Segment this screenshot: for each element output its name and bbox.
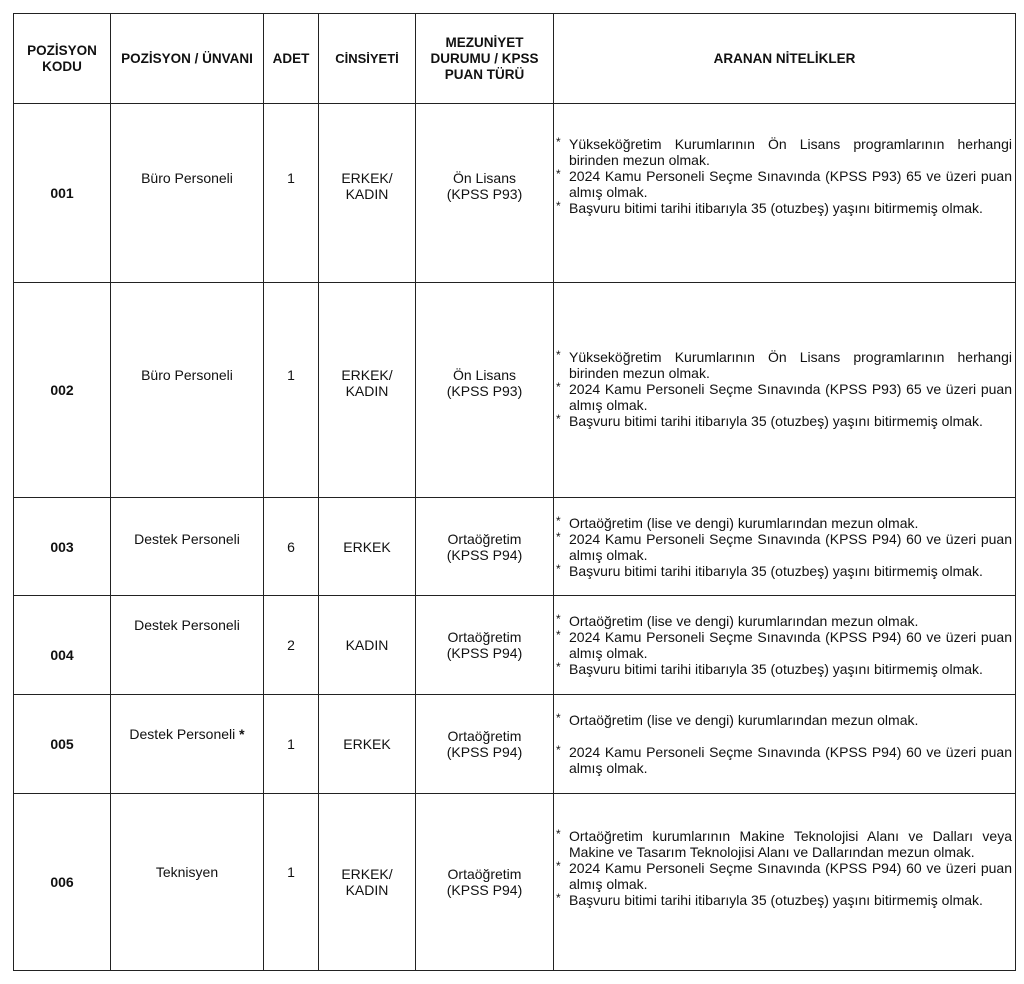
qualification-item xyxy=(556,563,1012,579)
qualification-item xyxy=(556,349,1012,381)
gender xyxy=(319,596,416,695)
gender-line-1: ERKEK/ xyxy=(341,366,393,383)
qualifications xyxy=(554,695,1016,794)
qualification-item xyxy=(556,892,1012,908)
education xyxy=(416,498,554,596)
bullet-star: * xyxy=(556,891,561,905)
education xyxy=(416,794,554,971)
qualification-text: 2024 Kamu Personeli Seçme Sınavında (KPSS P94) 60 ve üzeri puan almış olmak. xyxy=(569,530,1012,563)
qualification-text: Ortaöğretim kurumlarının Makine Teknolojisi Alanı ve Dalları veya Makine ve Tasarım Teknolojisi Alanı ve Dallarından mezun olmak. xyxy=(569,828,1012,860)
education-line-1: Ortaöğretim xyxy=(447,629,522,645)
header-qualifications: ARANAN NİTELİKLER xyxy=(554,14,1016,104)
table-row xyxy=(14,104,1016,283)
bullet-star: * xyxy=(556,412,561,426)
header-title: POZİSYON / ÜNVANI xyxy=(111,14,264,104)
table-row xyxy=(14,283,1016,498)
qualifications xyxy=(554,283,1016,498)
qualifications xyxy=(554,794,1016,971)
bullet-star: * xyxy=(556,513,561,528)
qualification-text: Yükseköğretim Kurumlarının Ön Lisans programlarının herhangi birinden mezun olmak. xyxy=(569,136,1012,168)
qualifications xyxy=(554,596,1016,695)
bullet-star: * xyxy=(556,612,561,626)
position-code: 004 xyxy=(14,596,111,695)
gender xyxy=(319,283,416,498)
qualification-item xyxy=(556,613,1012,629)
position-title: Destek Personeli xyxy=(129,726,236,742)
qualification-text: 2024 Kamu Personeli Seçme Sınavında (KPSS P94) 60 ve üzeri puan almış olmak. xyxy=(569,744,1012,776)
position-code: 002 xyxy=(14,283,111,498)
qualification-text: Başvuru bitimi tarihi itibarıyla 35 (otuzbeş) yaşını bitirmemiş olmak. xyxy=(569,892,983,908)
bullet-star: * xyxy=(556,529,561,544)
position-count: 1 xyxy=(264,283,319,498)
position-count: 1 xyxy=(264,104,319,283)
title-asterisk: * xyxy=(239,726,245,742)
education xyxy=(416,283,554,498)
bullet-star: * xyxy=(556,348,561,362)
bullet-star: * xyxy=(556,711,561,725)
table-row xyxy=(14,596,1016,695)
gender xyxy=(319,695,416,794)
position-count: 2 xyxy=(264,596,319,695)
qualification-text: Başvuru bitimi tarihi itibarıyla 35 (otuzbeş) yaşını bitirmemiş olmak. xyxy=(569,413,983,429)
education-line-1: Ortaöğretim xyxy=(447,866,522,882)
bullet-star: * xyxy=(556,561,561,576)
qualification-text: 2024 Kamu Personeli Seçme Sınavında (KPSS P94) 60 ve üzeri puan almış olmak. xyxy=(569,629,1012,661)
bullet-star: * xyxy=(556,135,561,149)
bullet-star: * xyxy=(556,827,561,841)
qualification-text: 2024 Kamu Personeli Seçme Sınavında (KPSS P93) 65 ve üzeri puan almış olmak. xyxy=(569,381,1012,413)
qualification-item xyxy=(556,515,1012,531)
gender xyxy=(319,794,416,971)
gender-line-1: ERKEK xyxy=(343,538,391,555)
bullet-star: * xyxy=(556,743,561,757)
gender xyxy=(319,104,416,283)
education-line-1: Ön Lisans xyxy=(452,169,517,186)
qualification-item xyxy=(556,168,1012,200)
qualification-item xyxy=(556,712,1012,728)
positions-table xyxy=(13,13,1016,971)
position-title: Teknisyen xyxy=(111,794,264,971)
header-gender: CİNSİYETİ xyxy=(319,14,416,104)
qualification-text: Başvuru bitimi tarihi itibarıyla 35 (otuzbeş) yaşını bitirmemiş olmak. xyxy=(569,661,983,677)
bullet-star: * xyxy=(556,199,561,213)
gender-line-2: KADIN xyxy=(345,185,389,202)
education xyxy=(416,695,554,794)
education xyxy=(416,596,554,695)
position-count: 6 xyxy=(264,498,319,596)
table-row xyxy=(14,794,1016,971)
position-count: 1 xyxy=(264,794,319,971)
education-line-2: (KPSS P94) xyxy=(446,882,523,898)
qualification-text: Başvuru bitimi tarihi itibarıyla 35 (otuzbeş) yaşını bitirmemiş olmak. xyxy=(569,200,983,216)
gender-line-1: ERKEK/ xyxy=(341,866,393,882)
table-row xyxy=(14,498,1016,596)
education-line-2: (KPSS P93) xyxy=(446,382,523,399)
table-row xyxy=(14,695,1016,794)
gender xyxy=(319,498,416,596)
qualification-text: Ortaöğretim (lise ve dengi) kurumlarından mezun olmak. xyxy=(569,712,919,728)
bullet-star: * xyxy=(556,167,561,181)
qualification-item xyxy=(556,629,1012,661)
education-line-1: Ortaöğretim xyxy=(447,728,522,744)
position-code: 005 xyxy=(14,695,111,794)
position-title-cell xyxy=(111,695,264,794)
education-line-2: (KPSS P94) xyxy=(446,546,523,563)
education-line-2: (KPSS P94) xyxy=(446,645,523,661)
qualification-text: 2024 Kamu Personeli Seçme Sınavında (KPSS P94) 60 ve üzeri puan almış olmak. xyxy=(569,860,1012,892)
qualification-text: Yükseköğretim Kurumlarının Ön Lisans programlarının herhangi birinden mezun olmak. xyxy=(569,349,1012,381)
bullet-star: * xyxy=(556,859,561,873)
qualification-item xyxy=(556,531,1012,563)
qualification-item xyxy=(556,136,1012,168)
qualification-item xyxy=(556,744,1012,776)
gender-line-2: KADIN xyxy=(345,382,389,399)
bullet-star: * xyxy=(556,380,561,394)
qualification-text: Başvuru bitimi tarihi itibarıyla 35 (otuzbeş) yaşını bitirmemiş olmak. xyxy=(569,562,983,579)
education-line-1: Ön Lisans xyxy=(452,366,517,383)
qualification-text: Ortaöğretim (lise ve dengi) kurumlarından mezun olmak. xyxy=(569,514,919,531)
qualification-text: 2024 Kamu Personeli Seçme Sınavında (KPSS P93) 65 ve üzeri puan almış olmak. xyxy=(569,168,1012,200)
education-line-1: Ortaöğretim xyxy=(447,530,522,547)
gender-line-1: ERKEK/ xyxy=(341,169,393,186)
qualification-item xyxy=(556,200,1012,216)
qualifications xyxy=(554,498,1016,596)
position-code: 006 xyxy=(14,794,111,971)
gender-line-1: KADIN xyxy=(345,637,389,653)
header-code: POZİSYON KODU xyxy=(14,14,111,104)
education-line-2: (KPSS P94) xyxy=(446,744,523,760)
position-title: Destek Personeli xyxy=(111,596,264,695)
bullet-star: * xyxy=(556,660,561,674)
qualification-item xyxy=(556,828,1012,860)
qualification-item xyxy=(556,381,1012,413)
gender-line-2: KADIN xyxy=(345,882,389,898)
education-line-2: (KPSS P93) xyxy=(446,185,523,202)
position-title: Büro Personeli xyxy=(111,283,264,498)
position-title: Büro Personeli xyxy=(111,104,264,283)
header-count: ADET xyxy=(264,14,319,104)
qualification-text: Ortaöğretim (lise ve dengi) kurumlarından mezun olmak. xyxy=(569,613,919,629)
position-code: 003 xyxy=(14,498,111,596)
position-count: 1 xyxy=(264,695,319,794)
qualification-item xyxy=(556,413,1012,429)
education xyxy=(416,104,554,283)
gender-line-1: ERKEK xyxy=(343,736,391,752)
qualification-item xyxy=(556,860,1012,892)
position-code: 001 xyxy=(14,104,111,283)
header-row xyxy=(14,14,1016,104)
qualification-item xyxy=(556,661,1012,677)
qualifications xyxy=(554,104,1016,283)
position-title: Destek Personeli xyxy=(111,498,264,596)
header-education: MEZUNİYET DURUMU / KPSS PUAN TÜRÜ xyxy=(416,14,554,104)
bullet-star: * xyxy=(556,628,561,642)
